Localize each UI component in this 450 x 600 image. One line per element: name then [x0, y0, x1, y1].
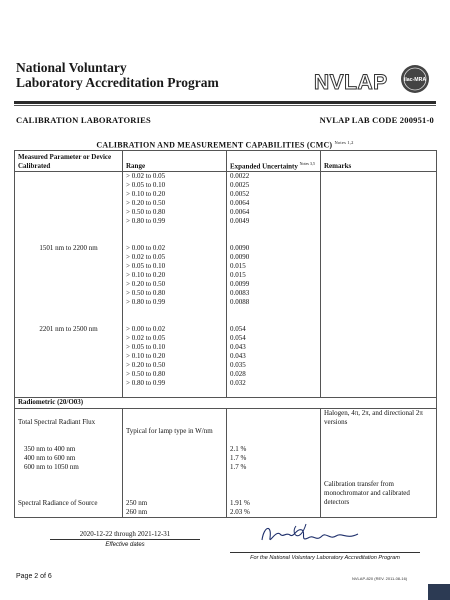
page-number: Page 2 of 6	[16, 573, 52, 580]
program-name-line1: National Voluntary	[16, 60, 127, 75]
header-rule-thin	[14, 105, 436, 106]
uncertainty-value: 0.032	[230, 379, 246, 387]
range-value: > 0.02 to 0.05	[126, 334, 166, 342]
param-sublabel: 600 nm to 1050 nm	[24, 463, 79, 471]
lab-code: NVLAP LAB CODE 200951-0	[319, 115, 434, 125]
signature-label: For the National Voluntary Laboratory Accreditation Program	[250, 555, 400, 561]
uncertainty-value: 0.0090	[230, 244, 250, 252]
range-value: > 0.50 to 0.80	[126, 289, 166, 297]
range-value: > 0.20 to 0.50	[126, 199, 166, 207]
uncertainty-value: 0.035	[230, 361, 246, 369]
ilac-mra-mark: ilac-MRA	[403, 77, 427, 83]
range-value: > 0.20 to 0.50	[126, 361, 166, 369]
range-value: > 0.02 to 0.05	[126, 172, 166, 180]
range-cell	[123, 172, 227, 398]
cmc-title-text: CALIBRATION AND MEASUREMENT CAPABILITIES (CMC)	[96, 140, 333, 150]
range-value: > 0.00 to 0.02	[126, 244, 166, 252]
signature	[250, 520, 370, 548]
cmc-title	[0, 140, 450, 150]
uncertainty-value: 0.043	[230, 343, 246, 351]
remarks-cell	[321, 409, 437, 518]
uncertainty-value: 0.0099	[230, 280, 250, 288]
uncertainty-value: 0.015	[230, 262, 246, 270]
section-title: CALIBRATION LABORATORIES	[16, 115, 151, 125]
corner-mark	[428, 584, 450, 600]
cmc-title-notes: Notes 1,2	[334, 140, 354, 145]
uncertainty-cell	[227, 172, 321, 398]
param-sublabel: 400 nm to 600 nm	[24, 454, 76, 462]
uncertainty-cell	[227, 409, 321, 518]
header-uncertainty-label: Expanded Uncertainty	[230, 162, 298, 170]
uncertainty-value: 0.0052	[230, 190, 250, 198]
range-value: > 0.05 to 0.10	[126, 262, 166, 270]
uncertainty-value: 0.0025	[230, 181, 250, 189]
cmc-table	[14, 150, 437, 518]
param-label: 2201 nm to 2500 nm	[39, 325, 98, 333]
uncertainty-value: 2.1 %	[230, 445, 247, 453]
range-value: > 0.80 to 0.99	[126, 298, 166, 306]
header-rule	[14, 101, 436, 104]
uncertainty-value: 0.028	[230, 370, 246, 378]
param-label: Spectral Radiance of Source	[18, 499, 98, 507]
remarks-text: Calibration transfer from monochromator and calibrated detectors	[324, 480, 410, 506]
range-value: > 0.20 to 0.50	[126, 280, 166, 288]
table-row	[15, 409, 437, 518]
range-value: > 0.05 to 0.10	[126, 181, 166, 189]
range-value: > 0.00 to 0.02	[126, 325, 166, 333]
uncertainty-value: 1.91 %	[230, 499, 250, 507]
section-heading-radiometric: Radiometric (20/O03)	[15, 398, 437, 409]
header-uncertainty-notes: Notes 3,5	[299, 160, 315, 166]
remarks-cell	[321, 172, 437, 398]
range-value: > 0.50 to 0.80	[126, 208, 166, 216]
nvlap-logo	[312, 62, 432, 96]
signature-rule	[230, 552, 420, 553]
range-value: > 0.02 to 0.05	[126, 253, 166, 261]
remarks-text: Halogen, 4π, 2π, and directional 2π versions	[324, 409, 423, 426]
program-name-line2: Laboratory Accreditation Program	[16, 75, 219, 90]
table-row	[15, 172, 437, 398]
range-value: > 0.80 to 0.99	[126, 217, 166, 225]
uncertainty-value: 0.0064	[230, 199, 250, 207]
range-value: > 0.10 to 0.20	[126, 352, 166, 360]
header-uncertainty	[227, 151, 321, 172]
uncertainty-value: 1.7 %	[230, 463, 247, 471]
effective-dates-label: Effective dates	[105, 542, 145, 548]
uncertainty-value: 0.054	[230, 334, 246, 342]
uncertainty-value: 0.054	[230, 325, 246, 333]
range-cell	[123, 409, 227, 518]
header-range: Range	[123, 151, 227, 172]
uncertainty-value: 0.0049	[230, 217, 250, 225]
nvlap-logo-text: NVLAP	[314, 71, 388, 94]
param-sublabel: 350 nm to 400 nm	[24, 445, 76, 453]
range-value: > 0.50 to 0.80	[126, 370, 166, 378]
param-label: Total Spectral Radiant Flux	[18, 418, 96, 426]
range-value: > 0.05 to 0.10	[126, 343, 166, 351]
program-name	[16, 60, 219, 90]
table-header-row	[15, 151, 437, 172]
form-code: NVLAP-820 (REV. 2011-08-16)	[352, 576, 408, 581]
range-value: > 0.10 to 0.20	[126, 271, 166, 279]
uncertainty-value: 0.015	[230, 271, 246, 279]
param-cell	[15, 172, 123, 398]
param-label: 1501 nm to 2200 nm	[39, 244, 98, 252]
range-value: > 0.10 to 0.20	[126, 190, 166, 198]
table-section-row	[15, 398, 437, 409]
range-value: Typical for lamp type in W/nm	[126, 427, 213, 435]
range-value: > 0.80 to 0.99	[126, 379, 166, 387]
range-value: 260 nm	[126, 508, 148, 516]
uncertainty-value: 0.043	[230, 352, 246, 360]
header-measured-parameter: Measured Parameter or Device Calibrated	[15, 151, 123, 172]
uncertainty-value: 0.0088	[230, 298, 250, 306]
effective-dates: 2020-12-22 through 2021-12-31	[79, 530, 171, 538]
uncertainty-value: 0.0083	[230, 289, 250, 297]
param-cell	[15, 409, 123, 518]
range-value: 250 nm	[126, 499, 148, 507]
uncertainty-value: 2.03 %	[230, 508, 250, 516]
uncertainty-value: 0.0064	[230, 208, 250, 216]
uncertainty-value: 1.7 %	[230, 454, 247, 462]
header-remarks: Remarks	[321, 151, 437, 172]
uncertainty-value: 0.0090	[230, 253, 250, 261]
uncertainty-value: 0.0022	[230, 172, 250, 180]
effective-dates-rule	[50, 539, 200, 540]
